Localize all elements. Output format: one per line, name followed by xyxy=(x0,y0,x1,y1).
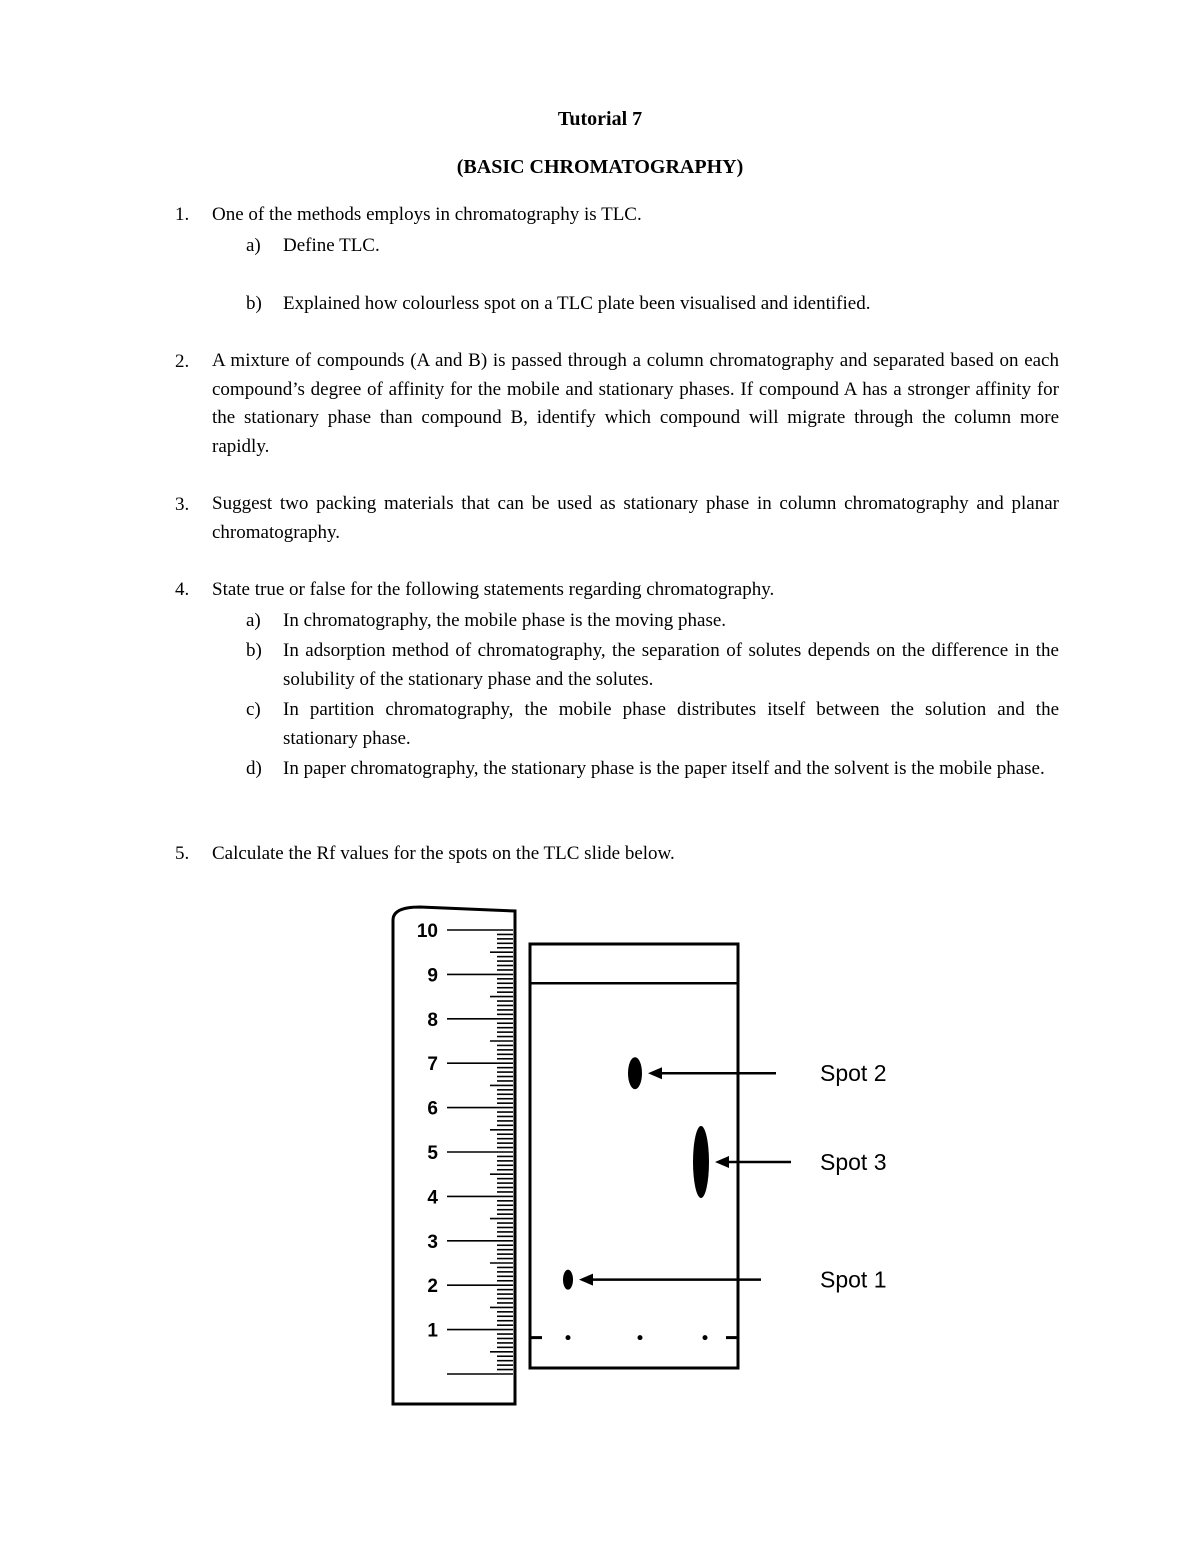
tlc-plate xyxy=(530,944,887,1368)
question-5-text: Calculate the Rf values for the spots on the TLC slide below. xyxy=(212,843,675,864)
question-4d-text: In paper chromatography, the stationary phase is the paper itself and the solvent is the mobile phase. xyxy=(283,758,1045,779)
origin-dot xyxy=(566,1335,571,1340)
ruler-label: 4 xyxy=(427,1187,438,1209)
ruler-label: 10 xyxy=(416,921,438,942)
question-5-number: 5. xyxy=(175,843,190,864)
question-1-number: 1. xyxy=(175,204,190,225)
question-4-text: State true or false for the following statements regarding chromatography. xyxy=(212,579,775,600)
question-4b-text: In adsorption method of chromatography, the separation of solutes depends on the difference in the solubility of the stationary phase and the solutes. xyxy=(283,640,1059,690)
question-4b-label: b) xyxy=(246,640,262,661)
ruler-label: 8 xyxy=(427,1009,438,1031)
ruler-label: 9 xyxy=(427,965,438,987)
question-4d-label: d) xyxy=(246,758,262,779)
question-4c-label: c) xyxy=(246,699,261,720)
question-4-number: 4. xyxy=(175,579,190,600)
spot-label: Spot 3 xyxy=(820,1149,887,1175)
question-1-text: One of the methods employs in chromatography is TLC. xyxy=(212,204,642,225)
origin-dot xyxy=(638,1335,643,1340)
ruler-label: 7 xyxy=(427,1054,438,1076)
ruler-label: 5 xyxy=(427,1143,438,1164)
ruler-label: 6 xyxy=(427,1098,438,1120)
origin-dot xyxy=(703,1335,708,1340)
question-1b-text: Explained how colourless spot on a TLC plate been visualised and identified. xyxy=(283,293,871,314)
spot-mark xyxy=(628,1057,642,1089)
question-1a-text: Define TLC. xyxy=(283,235,380,256)
question-1a-label: a) xyxy=(246,235,261,256)
page-title: Tutorial 7 xyxy=(557,108,643,130)
page-subtitle: (BASIC CHROMATOGRAPHY) xyxy=(456,156,744,178)
question-4c-text: In partition chromatography, the mobile phase distributes itself between the solution and the stationary phase. xyxy=(283,699,1059,749)
question-4a-label: a) xyxy=(246,610,261,631)
ruler xyxy=(393,907,515,1404)
spot-label: Spot 2 xyxy=(820,1060,887,1087)
question-2-text: A mixture of compounds (A and B) is passed through a column chromatography and separated based on each compound’s degree of affinity for the mobile and stationary phases. If compound A has a stronger affinity for the stationary phase than compound B, identify which compound will migrate through the column more rapidly. xyxy=(212,350,1059,457)
ruler-label: 2 xyxy=(427,1276,438,1298)
question-1b-label: b) xyxy=(246,293,262,314)
spot-mark xyxy=(693,1126,709,1198)
question-4a-text: In chromatography, the mobile phase is the moving phase. xyxy=(283,610,727,631)
spot-mark xyxy=(563,1270,573,1290)
question-3-number: 3. xyxy=(175,494,190,515)
ruler-label: 3 xyxy=(427,1231,438,1253)
question-2-number: 2. xyxy=(175,351,190,372)
question-3-text: Suggest two packing materials that can be used as stationary phase in column chromatography and planar chromatography. xyxy=(212,493,1059,543)
ruler-label: 1 xyxy=(427,1320,438,1342)
spot-label: Spot 1 xyxy=(820,1266,887,1293)
